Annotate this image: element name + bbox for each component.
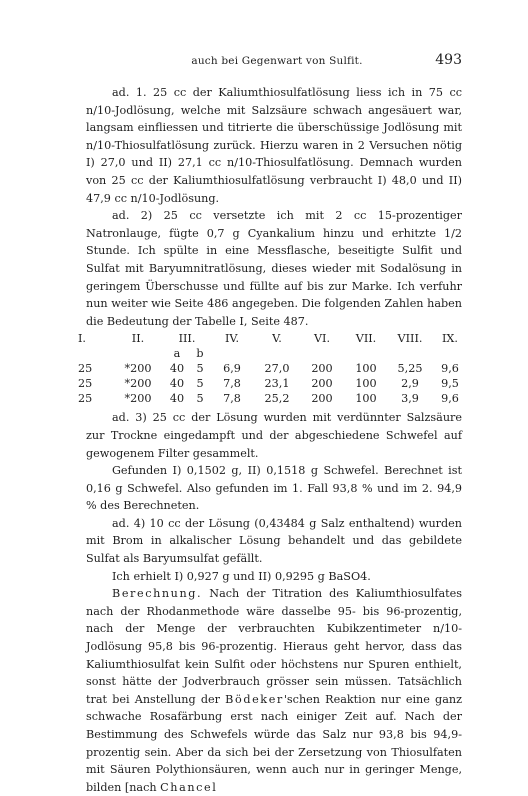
paragraph-7-text-a: Nach der Titration des Kaliumthiosulfates nach der Rhodanmethode wäre dasselbe 95- bis 96-prozentig, nach der Menge der verbrauchten Kubikzentimeter n/10-Jodlösung 95,8 bis 96-prozentig. Hieraus geht hervor, dass das Kaliumthiosulfat kein Sulfit oder höchstens nur Spuren enthielt, sonst hätte der Jodverbrauch grösser sein müssen. Tatsächlich trat bei Anstellung der xyxy=(86,587,462,706)
table-subheader-cell xyxy=(112,346,164,361)
paragraph-2: ad. 2) 25 cc versetzte ich mit 2 cc 15-prozentiger Natronlauge, fügte 0,7 g Cyankalium hinzu und erhitzte 1/2 Stunde. Ich spülte in eine Messflasche, beseitigte Sulfit und Sulfat mit Baryumnitratlösung, dieses wieder mit Sodalösung in geringem Überschusse und füllte auf bis zur Marke. Ich verfuhr nun weiter wie Seite 486 angegeben. Die folgenden Zahlen haben die Bedeutung der Tabelle I, Seite 487. xyxy=(86,209,462,328)
table-cell: 5,25 xyxy=(397,362,423,376)
table-cell: 7,8 xyxy=(223,377,241,391)
table-cell: 5 xyxy=(196,392,204,406)
page-header xyxy=(92,52,462,70)
table-subheader-cell xyxy=(300,346,344,361)
author-name-chancel: Chancel xyxy=(160,780,218,794)
table-cell: 40 xyxy=(169,377,185,391)
table-cell: 25 xyxy=(78,362,93,376)
table-cell: 7,8 xyxy=(223,392,241,406)
table-cell: 25 xyxy=(78,392,93,406)
table-row xyxy=(76,376,468,391)
table-cell: 27,0 xyxy=(264,362,290,376)
table-cell: 6,9 xyxy=(223,362,241,376)
table-subheader-cell xyxy=(210,346,254,361)
table-row xyxy=(76,391,468,406)
paragraph-5: ad. 4) 10 cc der Lösung (0,43484 g Salz enthaltend) wurden mit Brom in alkalischer Lösung behandelt und das gebildete Sulfat als Baryumsulfat gefällt. xyxy=(86,516,462,566)
table-cell: 5 xyxy=(196,377,204,391)
running-title: auch bei Gegenwart von Sulfit. xyxy=(191,55,363,67)
table-header-cell: I. xyxy=(78,332,86,346)
table-header-cell: VIII. xyxy=(397,332,423,346)
table-subheader-cell: a xyxy=(173,347,181,361)
table-cell: 40 xyxy=(169,362,185,376)
table-cell: 9,6 xyxy=(441,392,459,406)
table-header-cell: III. xyxy=(178,332,196,346)
table-cell: *200 xyxy=(124,362,152,376)
author-name-boedeker: Bödeker xyxy=(225,692,284,706)
table-subheader-cell: b xyxy=(196,347,204,361)
table-cell: 200 xyxy=(311,392,333,406)
table-cell: 25 xyxy=(78,377,93,391)
paragraph-3: ad. 3) 25 cc der Lösung wurden mit verdünnter Salzsäure zur Trockne eingedampft und der abgeschiedene Schwefel auf gewogenem Filter gesammelt. xyxy=(86,411,462,460)
table-subheader-row xyxy=(76,346,468,361)
table-cell: 100 xyxy=(355,392,377,406)
table-header-row xyxy=(76,331,468,346)
table-header-cell: II. xyxy=(131,332,145,346)
paragraph-7-text-b: 'schen Reaktion nur eine ganz schwache Rosafärbung erst nach einiger Zeit auf. Nach der Bestimmung des Schwefels würde das Salz nur 93,8 bis 94,9-prozentig sein. Aber da sich bei der Zersetzung von Thiosulfaten mit Säuren Polythionsäuren, wenn auch nur in geringer Menge, bilden [nach xyxy=(86,692,462,794)
table-cell: *200 xyxy=(124,377,152,391)
table-cell: 25,2 xyxy=(264,392,290,406)
table-cell: 200 xyxy=(311,377,333,391)
table-cell: 5 xyxy=(196,362,204,376)
table-cell: 100 xyxy=(355,377,377,391)
table-cell: 3,9 xyxy=(401,392,419,406)
table-cell: 100 xyxy=(355,362,377,376)
table-cell: *200 xyxy=(124,392,152,406)
paragraph-7 xyxy=(86,585,462,796)
page-body xyxy=(78,84,462,796)
table-header-cell: VI. xyxy=(313,332,331,346)
table-subheader-cell xyxy=(388,346,432,361)
section-lead: Berechnung. xyxy=(112,587,203,601)
table-header-cell: IX. xyxy=(442,332,458,346)
table-cell: 23,1 xyxy=(264,377,290,391)
table-header-cell: VII. xyxy=(355,332,377,346)
table-header-cell: V. xyxy=(272,332,282,346)
table-subheader-cell xyxy=(432,346,468,361)
paragraph-6: Ich erhielt I) 0,927 g und II) 0,9295 g BaSO4. xyxy=(112,569,371,583)
table-header-cell: IV. xyxy=(224,332,240,346)
data-table xyxy=(76,331,468,406)
table-subheader-cell xyxy=(254,346,300,361)
table-subheader-cell xyxy=(76,346,112,361)
table-cell: 2,9 xyxy=(401,377,419,391)
table-cell: 9,6 xyxy=(441,362,459,376)
page-number: 493 xyxy=(435,52,462,68)
table-row xyxy=(76,361,468,376)
table-cell: 200 xyxy=(311,362,333,376)
table-cell: 40 xyxy=(169,392,185,406)
table-cell: 9,5 xyxy=(441,377,459,391)
table-subheader-cell xyxy=(344,346,388,361)
paragraph-1: ad. 1. 25 cc der Kaliumthiosulfatlösung liess ich in 75 cc n/10-Jodlösung, welche mit Salzsäure schwach angesäuert war, langsam einfliessen und titrierte die überschüssige Jodlösung mit n/10-Thiosulfatlösung zurück. Hierzu waren in 2 Versuchen nötig I) 27,0 und II) 27,1 cc n/10-Thiosulfatlösung. Demnach wurden von 25 cc der Kaliumthiosulfatlösung verbraucht I) 48,0 und II) 47,9 cc n/10-Jodlösung. xyxy=(86,86,462,205)
paragraph-4: Gefunden I) 0,1502 g, II) 0,1518 g Schwefel. Berechnet ist 0,16 g Schwefel. Also gefunden im 1. Fall 93,8 % und im 2. 94,9 % des Berechneten. xyxy=(86,464,462,513)
